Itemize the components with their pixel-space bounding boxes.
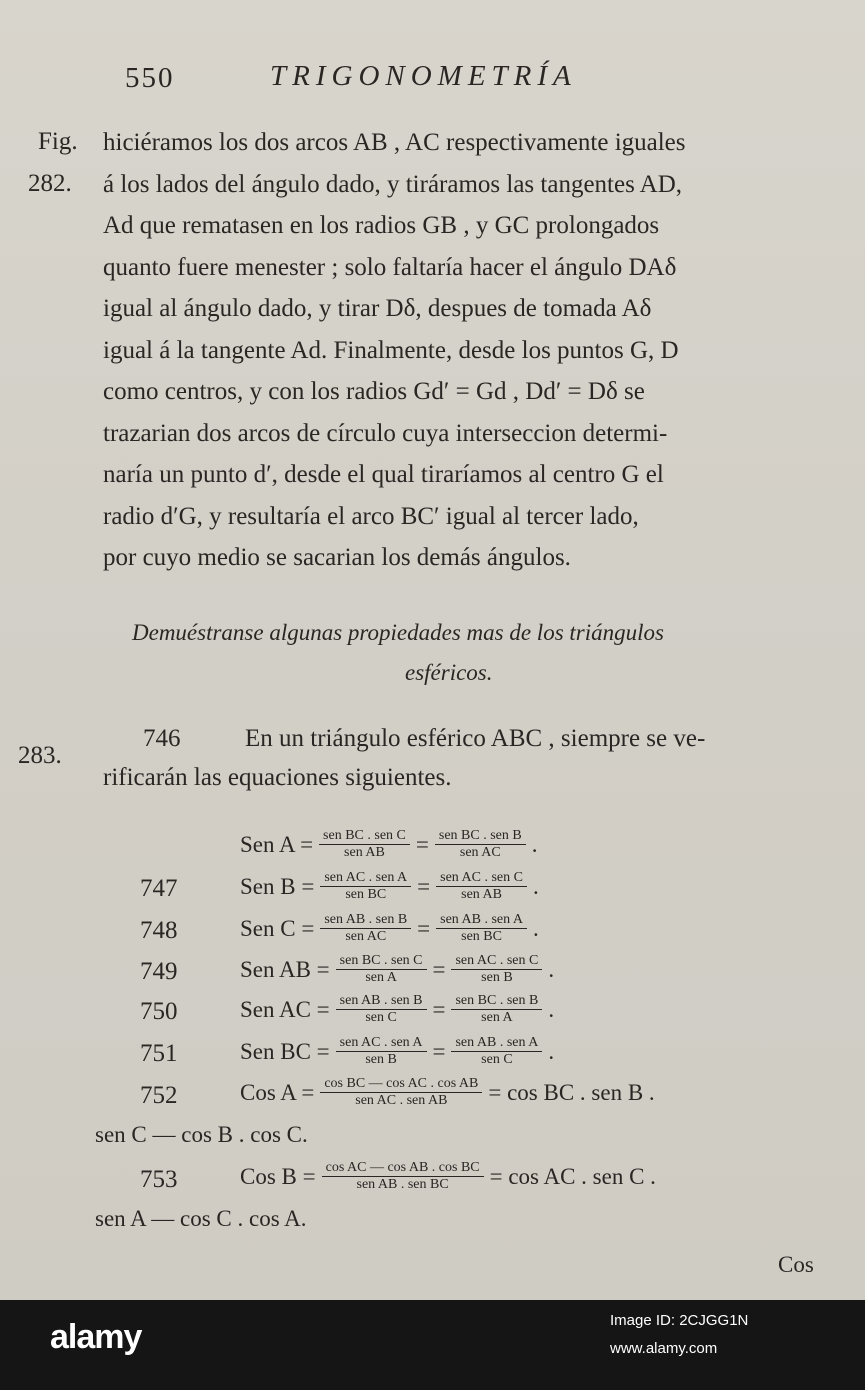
fraction-denominator: sen BC: [461, 929, 502, 944]
fraction-denominator: sen B: [481, 970, 513, 985]
fraction: [451, 1035, 542, 1068]
equation-row: [240, 1160, 656, 1193]
equation-row: [240, 912, 539, 945]
fraction-numerator: sen AB . sen A: [451, 1035, 542, 1052]
fraction: [436, 870, 527, 903]
equation-rhs: = cos BC . sen B .: [488, 1079, 655, 1105]
equation-lhs: Sen A =: [240, 831, 314, 857]
fraction-denominator: sen A: [365, 970, 397, 985]
paragraph-line: naría un punto d′, desde el qual tiraríamos al centro G el: [103, 461, 664, 488]
margin-fig-number: 282.: [28, 170, 72, 197]
fraction-denominator: sen AB . sen BC: [356, 1177, 449, 1192]
equation-continuation: sen A — cos C . cos A.: [95, 1206, 307, 1231]
section-heading-line2: esféricos.: [405, 660, 493, 685]
catchword: Cos: [778, 1252, 814, 1277]
fraction: [336, 953, 427, 986]
equation-row: [240, 1035, 554, 1068]
equation-lhs: Cos A =: [240, 1079, 315, 1105]
paragraph-line: trazarian dos arcos de círculo cuya interseccion determi-: [103, 420, 668, 447]
equation-row: [240, 993, 554, 1026]
equation-period: .: [532, 915, 539, 941]
fraction: [435, 828, 526, 861]
fraction-numerator: sen BC . sen B: [451, 993, 542, 1010]
margin-fig-label: Fig.: [38, 128, 78, 155]
equals-sign: =: [417, 915, 431, 941]
equation-continuation: sen C — cos B . cos C.: [95, 1122, 308, 1147]
equals-sign: =: [415, 831, 429, 857]
fraction-numerator: sen AC . sen C: [451, 953, 542, 970]
fraction-numerator: sen AC . sen C: [436, 870, 527, 887]
fraction: [320, 912, 411, 945]
fraction: [336, 993, 427, 1026]
equals-sign: =: [432, 1038, 446, 1064]
page-number: 550: [125, 62, 175, 94]
fraction-numerator: sen AB . sen B: [320, 912, 411, 929]
margin-section-number: 283.: [18, 742, 62, 769]
fraction-numerator: sen AC . sen A: [336, 1035, 427, 1052]
fraction: [436, 912, 527, 945]
running-title: TRIGONOMETRÍA: [270, 60, 577, 92]
fraction-denominator: sen AB: [344, 845, 385, 860]
equation-row: [240, 953, 554, 986]
equation-row: [240, 1076, 655, 1109]
paragraph-line: radio d′G, y resultaría el arco BC′ igual al tercer lado,: [103, 503, 639, 530]
equation-number: 749: [140, 958, 178, 985]
fraction-numerator: sen AB . sen B: [336, 993, 427, 1010]
fraction: [320, 870, 411, 903]
equation-row: [240, 828, 537, 861]
equals-sign: =: [432, 956, 446, 982]
section-heading-line1: Demuéstranse algunas propiedades mas de los triángulos: [132, 620, 664, 645]
article-line1: En un triángulo esférico ABC , siempre se ve-: [245, 725, 706, 752]
equation-period: .: [548, 996, 555, 1022]
equation-rhs: = cos AC . sen C .: [489, 1163, 656, 1189]
paragraph-line: como centros, y con los radios Gd′ = Gd , Dd′ = Dδ se: [103, 378, 645, 405]
equation-lhs: Sen B =: [240, 873, 315, 899]
image-id: Image ID: 2CJGG1N: [610, 1312, 749, 1329]
paragraph-line: hiciéramos los dos arcos AB , AC respectivamente iguales: [103, 129, 686, 156]
equation-period: .: [548, 1038, 555, 1064]
paragraph-line: por cuyo medio se sacarian los demás ángulos.: [103, 544, 571, 571]
fraction-denominator: sen BC: [345, 887, 387, 902]
equation-row: [240, 870, 539, 903]
fraction: [319, 828, 410, 861]
fraction: [322, 1160, 484, 1193]
fraction-numerator: sen BC . sen B: [435, 828, 526, 845]
fraction-numerator: sen AC . sen A: [320, 870, 411, 887]
equation-number: 752: [140, 1082, 178, 1109]
fraction: [320, 1076, 482, 1109]
brand-logo: alamy: [50, 1318, 142, 1356]
fraction-denominator: sen A: [481, 1010, 513, 1025]
equation-number: 753: [140, 1166, 178, 1193]
paragraph-line: Ad que rematasen en los radios GB , y GC prolongados: [103, 212, 660, 239]
equation-number: 747: [140, 875, 178, 902]
article-line2: rificarán las equaciones siguientes.: [103, 764, 452, 791]
fraction-denominator: sen C: [365, 1010, 397, 1025]
fraction-denominator: sen AC: [345, 929, 387, 944]
paragraph-line: á los lados del ángulo dado, y tiráramos las tangentes AD,: [103, 171, 683, 198]
paragraph-line: quanto fuere menester ; solo faltaría hacer el ángulo DAδ: [103, 254, 677, 281]
equation-period: .: [548, 956, 555, 982]
equation-lhs: Sen BC =: [240, 1038, 330, 1064]
article-number: 746: [143, 725, 181, 752]
fraction-denominator: sen C: [481, 1052, 513, 1067]
equation-number: 748: [140, 917, 178, 944]
equals-sign: =: [417, 873, 431, 899]
fraction: [451, 953, 542, 986]
paragraph-line: igual al ángulo dado, y tirar Dδ, despues de tomada Aδ: [103, 295, 652, 322]
equation-lhs: Sen AC =: [240, 996, 330, 1022]
equation-number: 751: [140, 1040, 178, 1067]
fraction: [451, 993, 542, 1026]
fraction: [336, 1035, 427, 1068]
fraction-numerator: sen BC . sen C: [319, 828, 410, 845]
paragraph-line: igual á la tangente Ad. Finalmente, desde los puntos G, D: [103, 337, 679, 364]
equation-lhs: Sen C =: [240, 915, 315, 941]
fraction-numerator: cos BC — cos AC . cos AB: [320, 1076, 482, 1093]
site-url: www.alamy.com: [610, 1340, 718, 1357]
equation-lhs: Cos B =: [240, 1163, 316, 1189]
fraction-denominator: sen AC . sen AB: [355, 1093, 448, 1108]
fraction-numerator: cos AC — cos AB . cos BC: [322, 1160, 484, 1177]
fraction-denominator: sen B: [365, 1052, 397, 1067]
fraction-numerator: sen BC . sen C: [336, 953, 427, 970]
equation-number: 750: [140, 998, 178, 1025]
equation-lhs: Sen AB =: [240, 956, 330, 982]
equals-sign: =: [432, 996, 446, 1022]
fraction-denominator: sen AB: [461, 887, 502, 902]
equation-period: .: [532, 873, 539, 899]
equation-period: .: [531, 831, 538, 857]
fraction-numerator: sen AB . sen A: [436, 912, 527, 929]
fraction-denominator: sen AC: [459, 845, 501, 860]
